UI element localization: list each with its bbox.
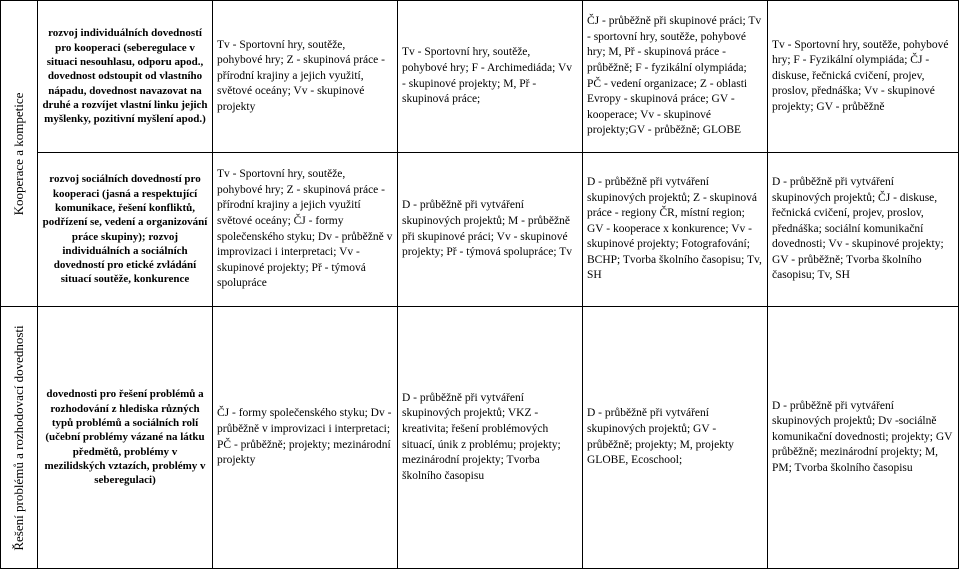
table-cell: Tv - Sportovní hry, soutěže, pohybové hry; F - Fyzikální olympiáda; ČJ - diskuse, řečnická cvičení, projev, proslov, přednáška; Vv - skupinové projekty; GV - průběžně — [768, 1, 959, 153]
table-cell: Tv - Sportovní hry, soutěže, pohybové hry; Z - skupinová práce - přírodní krajiny a jejich využití, světové oceány; Vv - skupinové projekty — [213, 1, 398, 153]
section-heading-cell — [1, 1, 38, 307]
goal-cell: rozvoj individuálních dovedností pro kooperaci (seberegulace v situaci nesouhlasu, odporu apod., dovednost odstoupit od vlastního nápadu, dovednost navazovat na druhé a rozvíjet vlastní linku jejich myšlenky, pozitivní myšlení apod.) — [38, 1, 213, 153]
table-cell: ČJ - formy společenského styku; Dv - průběžně v improvizaci i interpretaci; PČ - průběžně; projekty; mezinárodní projekty — [213, 307, 398, 569]
table-cell: D - průběžně při vytváření skupinových projektů; GV - průběžně; projekty; M, projekty GLOBE, Ecoschool; — [583, 307, 768, 569]
section-heading: Řešení problémů a rozhodovací dovednosti — [11, 324, 27, 551]
section-heading: Kooperace a kompetice — [11, 92, 27, 215]
table-row — [1, 307, 959, 569]
goal-cell: dovednosti pro řešení problémů a rozhodování z hlediska různých typů problémů a sociálních rolí (učební problémy vázané na látku předmětů, problémy v mezilidských vztazích, problémy v seberegulaci) — [38, 307, 213, 569]
table-cell: D - průběžně při vytváření skupinových projektů; Z - skupinová práce - regiony ČR, místní region; GV - kooperace x konkurence; Vv - skupinové projekty; Fotografování; BCHP; Tvorba školního časopisu; Tv, SH — [583, 153, 768, 307]
table-cell: Tv - Sportovní hry, soutěže, pohybové hry; F - Archimediáda; Vv - skupinové projekty; M, Př - skupinová práce; — [398, 1, 583, 153]
table-cell: D - průběžně při vytváření skupinových projektů; Dv -sociálně komunikační dovednosti; projekty; GV průběžně; mezinárodní projekty; M, PM; Tvorba školního časopisu — [768, 307, 959, 569]
goal-cell: rozvoj sociálních dovedností pro kooperaci (jasná a respektující komunikace, řešení konfliktů, podřízení se, vedení a organizování práce skupiny); rozvoj individuálních a sociálních dovedností pro etické zvládání situací soutěže, konkurence — [38, 153, 213, 307]
section-heading-cell — [1, 307, 38, 569]
table-cell: ČJ - průběžně při skupinové práci; Tv - sportovní hry, soutěže, pohybové hry; M, Př - skupinová práce - průběžně; F - fyzikální olympiáda; PČ - vedení organizace; Z - oblasti Evropy - skupinová práce; GV - kooperace; Vv - skupinové projekty;GV - průběžně; GLOBE — [583, 1, 768, 153]
table-cell: Tv - Sportovní hry, soutěže, pohybové hry; Z - skupinová práce - přírodní krajiny a jejich využití světové oceány; ČJ - formy společenského styku; Dv - průběžně v improvizaci i interpretaci; Vv - skupinové projekty; Př - týmová spolupráce — [213, 153, 398, 307]
table-row — [1, 153, 959, 307]
table-cell: D - průběžně při vytváření skupinových projektů; VKZ - kreativita; řešení problémových situací, únik z problému; projekty; mezinárodní projekty; Tvorba školního časopisu — [398, 307, 583, 569]
table-cell: D - průběžně při vytváření skupinových projektů; ČJ - diskuse, řečnická cvičení, projev, proslov, přednáška; sociální komunikační dovednosti; Vv - skupinové projekty; GV - průběžně; Tvorba školního časopisu; Tv, SH — [768, 153, 959, 307]
table-cell: D - průběžně při vytváření skupinových projektů; M - průběžně při skupinové práci; Vv - skupinové projekty; Př - týmová spolupráce; Tv — [398, 153, 583, 307]
table-row — [1, 1, 959, 153]
